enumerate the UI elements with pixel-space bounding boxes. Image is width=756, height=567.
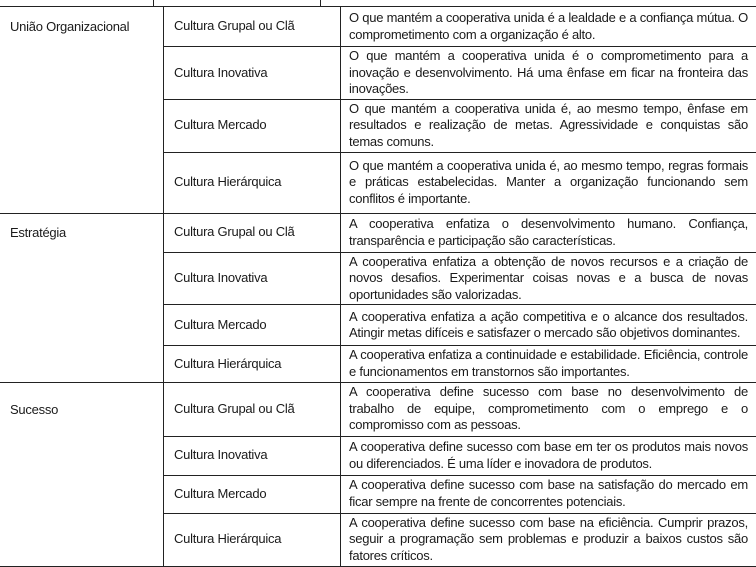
- culture-description: O que mantém a cooperativa unida é a lealdade e a confiança mútua. O comprometimento com a organização é alto.: [341, 7, 756, 47]
- culture-type: Cultura Hierárquica: [164, 152, 341, 213]
- culture-description: O que mantém a cooperativa unida é, ao mesmo tempo, regras formais e práticas estabelecidas. Manter a organização funcionando sem conflitos é importante.: [341, 152, 756, 213]
- culture-type: Cultura Grupal ou Clã: [164, 7, 341, 47]
- culture-type: Cultura Inovativa: [164, 47, 341, 100]
- table-row: [0, 382, 756, 436]
- culture-description: A cooperativa enfatiza a continuidade e estabilidade. Eficiência, controle e funcionamentos em transtornos são importantes.: [341, 346, 756, 382]
- culture-description: A cooperativa define sucesso com base na satisfação do mercado em ficar sempre na frente de concorrentes potenciais.: [341, 475, 756, 513]
- culture-type: Cultura Grupal ou Clã: [164, 213, 341, 252]
- culture-description: A cooperativa define sucesso com base na eficiência. Cumprir prazos, seguir a programação sem problemas e produzir a baixos custos são fatores críticos.: [341, 513, 756, 566]
- culture-type: Cultura Hierárquica: [164, 513, 341, 566]
- dimension-label: Sucesso: [0, 382, 164, 566]
- culture-description: A cooperativa define sucesso com base no desenvolvimento de trabalho de equipe, comprometimento com o emprego e o compromisso com as pessoas.: [341, 382, 756, 436]
- culture-description: O que mantém a cooperativa unida é, ao mesmo tempo, ênfase em resultados e realização de metas. Agressividade e conquistas são temas comuns.: [341, 99, 756, 152]
- culture-description: A cooperativa define sucesso com base em ter os produtos mais novos ou diferenciados. É uma líder e inovadora de produtos.: [341, 436, 756, 475]
- culture-type: Cultura Inovativa: [164, 436, 341, 475]
- culture-type: Cultura Grupal ou Clã: [164, 382, 341, 436]
- culture-description: A cooperativa enfatiza a obtenção de novos recursos e a criação de novos desafios. Experimentar coisas novas e a busca de novas oportunidades são valorizadas.: [341, 252, 756, 305]
- culture-type: Cultura Mercado: [164, 305, 341, 346]
- dimension-label: Estratégia: [0, 213, 164, 382]
- culture-description: A cooperativa enfatiza o desenvolvimento humano. Confiança, transparência e participação são características.: [341, 213, 756, 252]
- table-row: [0, 213, 756, 252]
- table-row: [0, 7, 756, 47]
- culture-table: [0, 6, 756, 567]
- culture-type: Cultura Mercado: [164, 99, 341, 152]
- culture-type: Cultura Inovativa: [164, 252, 341, 305]
- culture-type: Cultura Mercado: [164, 475, 341, 513]
- culture-description: O que mantém a cooperativa unida é o comprometimento para a inovação e desenvolvimento. Há uma ênfase em ficar na fronteira das inovações.: [341, 47, 756, 100]
- culture-type: Cultura Hierárquica: [164, 346, 341, 382]
- dimension-label: União Organizacional: [0, 7, 164, 214]
- culture-description: A cooperativa enfatiza a ação competitiva e o alcance dos resultados. Atingir metas difíceis e satisfazer o mercado são objetivos dominantes.: [341, 305, 756, 346]
